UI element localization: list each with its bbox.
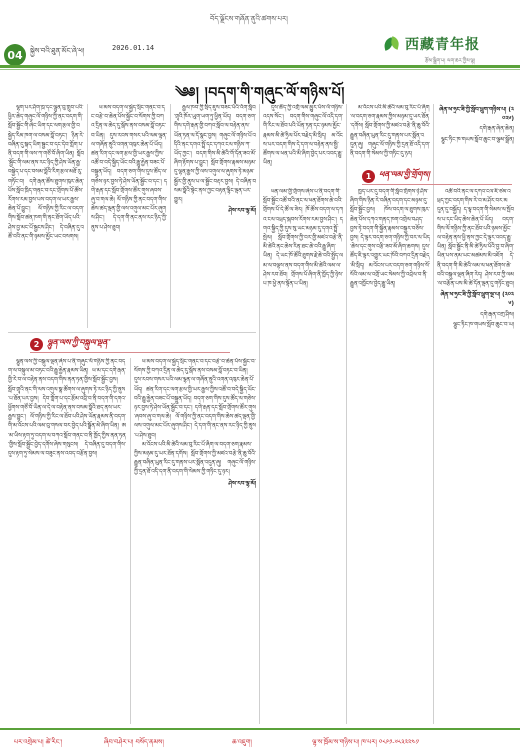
column-text: ཕན་ལམ་གྱི་གྲོགས་ཞེས་པ་ནི་བདག་གི་སློབ་སྦྱོང་འཚོ་བའི་ནང་ལ་ཕན་ཐོགས་ཆེ་བའི་གྲོགས་པོ་དེ་ཚོ་ལ་ཟེར། ཁོ་ཚོས་བདག་ལ་དཀའ་ངལ་འཕྲད་སྐབས་རོགས་རམ་བྱས་ཤིང་། དགའ་སྐྱིད་ཀྱི་དུས་སུ་ཡང་མཉམ་དུ་དགའ་སྤྲོ་སྤེལ། སློབ་གྲོགས་ཀྱི་བར་གྱི་མཛའ་བརྩེ་ནི་མི་ཚེའི་ནང་ཆེས་རིན་ཐང་ཆེ་བའི་རྒྱུ་ཞིག་ཡིན། དེ་ཡང་ཁོ་ཚོའི་ཐུགས་རྗེ་ཆེ་བའི་སྤྱོད་ལམ་ལ་བལྟས་ནས་བདག་གིས་མི་ཚེའི་ལམ་ལ་ཤེས་རབ་ཐོབ། གྲོགས་པོ་ཞིག་ནི་ཁྱོད་ཀྱི་ཉེས་པ་ཁ་ཕྱེ་ནས་སྟོན་པ་ཡིན། <box>263 189 343 288</box>
section-number: 1 <box>362 170 375 183</box>
author-signature: ཤེས་རབ་ལྷ་མོ། <box>228 480 256 487</box>
article-column-4 <box>263 104 343 166</box>
leaf-logo-icon <box>384 36 400 52</box>
newspaper-title-tibetan: བོད་ལྗོངས་གཞོན་ནུའི་ཚགས་པར། <box>210 15 288 23</box>
teacher-credit: དགེ་རྒན་བཀྲ་ཤིས། <box>480 311 514 318</box>
article-column-2 <box>91 104 167 328</box>
page-header <box>0 0 520 72</box>
column-text: ཁྱད་པར་དུ་བདག་གི་སློབ་གྲོགས་ཉེ་ཤོས་ཞིག་གིས་ཉིན་རེ་བཞིན་བདག་དང་མཉམ་དུ་སློབ་སྦྱོང་བྱས། ཁོས་བདག་ལ་ཐུགས་ཁུར་ཆེན་པོས་དཀའ་གནད་ཁག་འགྲེལ་བཤད་བྱས་ཏེ་བདག་གི་སྐྱོན་རྣམས་བསྐྱར་བཅོས་བྱས། དེ་ལྟར་བདག་ཅག་གཉིས་ཀྱི་བར་ལ་ཡིད་ཆེས་དང་གུས་བརྩི་ཟབ་མོ་ཞིག་ཆགས། དུས་ཚོད་ཇི་ལྟར་འགྱུར་ཡང་ཁོའི་བཀའ་དྲིན་བརྗེད་མི་སྲིད། མ་འོངས་པར་བདག་ཅག་གཉིས་སོ་སོའི་ལམ་ལ་འགྲོ་ཡང་སེམས་ཀྱི་འབྲེལ་བ་ནི་རྒྱུན་འཁྱོངས་བྱེད་རྒྱུ་ཡིན། <box>350 189 430 288</box>
column-text: འཚོ་བའི་ནང་ལ་དཀའ་ངལ་ཇི་ཙམ་འཕྲད་ཀྱང་བདག་གིས་རེ་བ་མ་ཤོར་བར་མདུན་དུ་བསྐྱོད། ད་ལྟ་བདག་གི་སེམས་ལ་སྤོབས་པ་དང་ཡིད་ཆེས་ཆེན་པོ་ཡོད། བདག་གིས་ལོ་གཉིས་ཀྱི་ནང་ཐོབ་པའི་ཉམས་མྱོང་ལ་བརྟེན་ནས་ཕྱི་ནས་ཀྱང་དེ་ལྟར་འབད་རྒྱུ་ཡིན། སློབ་སྦྱོང་ནི་མི་ཚེ་ཧྲིལ་པོའི་བྱ་བ་ཞིག་ཡིན་པས་ནམ་ཡང་མཚམས་མི་འཇོག དེ་ནི་བདག་གི་མི་ཚེའི་ལམ་ལ་ཕན་ཐོགས་ཆེ་བའི་བསྐུལ་ལྡན་ཞིག་རེད། ཤེས་རབ་ཀྱི་ལམ་ལ་བརྩོན་པས་མི་ཚེ་དོན་ལྡན་དུ་གཏོང་ཐུབ། <box>437 189 514 288</box>
section-number: 2 <box>30 338 43 351</box>
column-text: མ་འོངས་པའི་མི་ཚེའི་ལམ་བུ་རིང་པོ་ཞིག་ལ་བདག་ཅག་རྣམས་ཀྱིས་མཉམ་དུ་ཡར་ཐོན་དགོས། སློབ་གྲོགས་ཀྱི་མཛའ་བརྩེ་ནི་ཆུ་བོའི་རྒྱུན་བཞིན་ཡུན་རིང་དུ་གནས་པར་སྨོན་འདུན་ཞུ། གཞུང་ལོ་གཉིས་ཀྱི་དྲན་ཐོ་འདི་དག་ནི་བདག་གི་སེམས་ཀྱི་གཏིང་དུ་ཉར། <box>134 441 256 476</box>
school-credit: ལྷུང་ཏིང་ཁ་གཡས་སློབ་ཆུང་བ་ཡ། <box>453 321 514 328</box>
footer-editor: པར་འགྲེམ་པ། ཚེ་རིང་། <box>14 738 63 746</box>
newspaper-logo <box>384 34 480 54</box>
article-column-7 <box>437 188 514 724</box>
column-divider <box>87 104 88 328</box>
column-divider <box>259 104 260 724</box>
school-credit: ལྷུང་ཏིང་ཁ་གཡས་སློབ་ཆུང་བ་ལྕམ་སྒྲོན། <box>440 136 514 143</box>
article-column-9 <box>134 358 256 724</box>
page-footer <box>0 728 520 751</box>
column-divider <box>346 104 347 724</box>
column-divider <box>130 358 131 724</box>
footer-address: ལྷ་ས་ཁྲོམ་ས་གཉིས་པ། ཁ་པར། ༠༨༩༡-༦༨༣༢༢༤༡ <box>312 738 419 746</box>
section-1-header <box>362 168 512 184</box>
column-divider <box>433 104 434 724</box>
issue-date: 2026.01.14 <box>112 44 155 52</box>
author-signature: ཞེན་ཕ་ཧྲང་ཟི་ཀྱི་སློབ་ཕྲུག་ལྔ་པ། (༢༠༢༦) <box>440 292 514 308</box>
author-signature: ཞེན་ཕ་ཧྲང་ཟི་ཀྱི་སློབ་ཕྲུག་གཉིས་པ། (༢༠༢༦) <box>439 107 514 123</box>
article-column-3 <box>174 104 256 328</box>
section-label: སྐྱེས་བའི་ཐུན་མོང་ཞེ་ཕ། <box>30 47 85 55</box>
logo-text: 西藏青年报 <box>405 37 480 53</box>
article-column-signoff <box>437 104 514 166</box>
column-text: མ་འོངས་པའི་མི་ཚེའི་ལམ་བུ་རིང་པོ་ཞིག་ལ་བདག་ཅག་རྣམས་ཀྱིས་མཉམ་དུ་ཡར་ཐོན་དགོས། སློབ་གྲོགས་ཀྱི་མཛའ་བརྩེ་ནི་ཆུ་བོའི་རྒྱུན་བཞིན་ཡུན་རིང་དུ་གནས་པར་སྨོན་འདུན་ཞུ། གཞུང་ལོ་གཉིས་ཀྱི་དྲན་ཐོ་འདི་དག་ནི་བདག་གི་སེམས་ཀྱི་གཏིང་དུ་ཉར། <box>350 105 430 158</box>
header-divider-thin <box>0 69 520 70</box>
column-text: ལྷུན་ལས་ཀྱི་བསྐུལ་ལྡན་ཞེས་པ་ནི་གཞུང་ལོ་གཉིས་ཀྱི་ནང་བདག་ལ་བསྐུལ་མ་བཏང་བའི་རྒྱུ་རྐྱེན་རྣམས་ཡིན། ཕ་མ་དང་དགེ་རྒན་གྱི་རེ་བ་ལ་བརྟེན་ནས་བདག་གིས་ནན་ཏན་གྱིས་སློབ་སྦྱོང་བྱས། སློབ་གྲྭའི་ནང་གི་ལས་འགུལ་སྣ་ཚོགས་ལ་ཞུགས་ཏེ་རང་ཉིད་ཀྱི་ནུས་པ་ཐོན་པར་བྱས། དེབ་ཀློག་པ་དང་རྩོམ་འབྲི་བ་ནི་བདག་གི་དགའ་ཕྱོགས་གཙོ་བོ་ཡིན་ལ་དེ་ལ་བརྟེན་ནས་བསམ་བློའི་ཐད་ནས་ཡར་རྒྱས་བྱུང་། ལོ་གཉིས་ཀྱི་རིང་ལ་ཐོབ་པའི་ཤེས་ཡོན་རྣམས་ནི་བདག་གི་མ་འོངས་པའི་ལམ་བུ་གསལ་བར་བྱེད་པའི་སྒྲོན་མེ་ཞིག་ཡིན། ཨ་མ་ཡིས་རྟག་ཏུ་བདག་ལ་བཀའ་སློབ་གནང་བ་ནི་ཁྱོད་ཀྱིས་ནན་ཏན་གྱིས་སློབ་སྦྱོང་བྱེད་དགོས་ཞེས་གསུངས། དེ་བཞིན་དུ་བདག་གིས་དུས་རྟག་ཏུ་སེམས་ལ་བཟུང་ནས་འབད་བརྩོན་བྱས། <box>8 359 126 458</box>
header-divider <box>0 65 520 68</box>
column-text: དུས་ཚོད་ཀྱི་འགྲོ་ལམ་མྱུར་པོས་ལོ་གཉིས་འདས་སོང་། བདག་གིས་གཞུང་ལོ་འདི་དག་གི་རིང་ལ་ཐོབ་པའི་ཡོན་ཏན་དང་ཉམས་མྱོང་རྣམས་མི་ཚེ་ཧྲིལ་པོར་བརྗེད་མི་སྲིད། མ་འོངས་པར་བདག་གིས་དེ་དག་ལ་བརྟེན་ནས་སྤྱི་ཚོགས་ལ་ཕན་པའི་མི་ཞིག་བྱེད་པར་འབད་རྒྱུ་ཡིན། <box>263 105 343 166</box>
section-title: ལྷུན་ལས་ཀྱི་བསྐུལ་ལྡན་ <box>47 336 110 347</box>
section-title: ཕན་ལམ་གྱི་གྲོགས། <box>379 168 430 179</box>
main-title: ༄༅། །བདག་གི་གཞུང་ལོ་གཉིས་པོ། <box>175 85 345 101</box>
footer-proofreader: ཞིབ་བཤེར་པ། བསོད་ནམས། <box>104 738 164 746</box>
page-number-badge: 04 <box>4 44 26 66</box>
article-column-6 <box>350 188 430 724</box>
footer-design: ཆ་འཇུག། <box>232 738 252 746</box>
footer-divider <box>0 728 520 730</box>
author-signature: ཤེས་རབ་ལྷ་མོ། <box>228 208 256 215</box>
article-column-5 <box>263 188 343 724</box>
logo-subtitle: རྩོམ་སྒྲིག་པ། ལག་ཆར་ཀྱིས་ལྟ། <box>424 58 475 64</box>
column-text: ལྷག་པར་ཤོག་ཁྲ་དང་ལྷུན་བུ་གྲུབ་པའི་ཕྱིར་ཆེད་གཞུང་ལོ་གཉིས་ཀྱི་ནང་བདག་གི་སློབ་སྦྱོང་གི་ཞེང་ཡིག་དང་ལག་རྩལ་གྱི་བསྐྱེད་རིམ་ཁག་ལ་བསམ་བློ་བཏང་། ཉིན་རེ་བཞིན་དུ་སྐད་ཡིག་སྦྱང་བ་དང་དེབ་ཀློག་པ་ནི་བདག་གི་ལས་ཀ་གཙོ་བོ་ཞིག་ཡིན། སློབ་སྦྱོང་གི་ལམ་ནས་རང་ཉིད་ཀྱི་ཤེས་ཡོན་རྒྱ་བསྐྱེད་པ་དང་བསམ་བློའི་རིག་རྩལ་མཐོ་རུ་གཏོང་བ། དགེ་རྒན་ཚོས་ཐུགས་ཁུར་ཆེན་པོས་སློབ་ཁྲིད་གནང་བ་དང་གྲོགས་པོ་ཚོས་རོགས་རམ་བྱས་པས་བདག་ལ་ཡར་རྒྱས་ཆེན་པོ་བྱུང་། ལོ་གཉིས་ཀྱི་རིང་ལ་བདག་གིས་སློབ་ཚན་ཁག་གི་ནང་ཐོག་ཡོད་པའི་ཤེས་བྱ་མང་པོ་སྦྱངས་ཤིང་། དེ་བཞིན་དུ་འཚོ་བའི་ནང་གི་ཉམས་མྱོང་ཡང་བསགས། <box>8 105 84 240</box>
article-column-1 <box>8 104 84 328</box>
teacher-credit: དགེ་རྒན་ཞེན་ཆེན། <box>479 126 514 133</box>
section-divider <box>8 332 256 333</box>
column-text: ཕ་མས་བདག་ལ་སྐྱེད་སྲིང་གནང་བ་དང་བརྩེ་བ་ཆེན་པོས་སྐྱོང་བ་སོགས་ཀྱི་བཀའ་དྲིན་ལ་ཆེད་དུ་སྒོས་ནས་བསམ་བློ་བཏང་བ་ཡིན། དུས་རབས་གསར་པའི་ལམ་ལྷན་ལ་གཞོན་ནུའི་འགན་འཁུར་ཆེན་པོ་ཡོད། ཚན་རིག་དང་ལག་རྩལ་གྱི་ཡར་རྒྱས་ཀྱིས་འཚོ་བ་བདེ་སྐྱིད་ཡོང་བའི་རྒྱུ་རྐྱེན་བཟང་པོ་བསྐྲུན་ཡོད། བདག་ཅག་གིས་དུས་ཚོད་ལ་གཅེས་ཉར་བྱས་ཏེ་ཤེས་ཡོན་སྦྱོང་བ་དང་། དགེ་རྒན་དང་སློབ་གྲོགས་ཚོར་གུས་ཞབས་ཞུ་བ་གལ་ཆེ། ལོ་གཉིས་ཀྱི་ནང་བདག་གིས་ཆེས་ཚད་ལྡན་གྱི་ལས་འགུལ་མང་པོར་ཞུགས་ཤིང་། དེ་དག་གི་ནང་ནས་རང་ཉིད་ཀྱི་ནུས་པ་ཤེས་ཐུབ། <box>91 105 167 231</box>
section-2-header <box>30 336 230 352</box>
column-text: ཕ་མས་བདག་ལ་སྐྱེད་སྲིང་གནང་བ་དང་བརྩེ་བ་ཆེན་པོས་སྐྱོང་བ་སོགས་ཀྱི་བཀའ་དྲིན་ལ་ཆེད་དུ་སྒོས་ནས་བསམ་བློ་བཏང་བ་ཡིན། དུས་རབས་གསར་པའི་ལམ་ལྷན་ལ་གཞོན་ནུའི་འགན་འཁུར་ཆེན་པོ་ཡོད། ཚན་རིག་དང་ལག་རྩལ་གྱི་ཡར་རྒྱས་ཀྱིས་འཚོ་བ་བདེ་སྐྱིད་ཡོང་བའི་རྒྱུ་རྐྱེན་བཟང་པོ་བསྐྲུན་ཡོད། བདག་ཅག་གིས་དུས་ཚོད་ལ་གཅེས་ཉར་བྱས་ཏེ་ཤེས་ཡོན་སྦྱོང་བ་དང་། དགེ་རྒན་དང་སློབ་གྲོགས་ཚོར་གུས་ཞབས་ཞུ་བ་གལ་ཆེ། ལོ་གཉིས་ཀྱི་ནང་བདག་གིས་ཆེས་ཚད་ལྡན་གྱི་ལས་འགུལ་མང་པོར་ཞུགས་ཤིང་། དེ་དག་གི་ནང་ནས་རང་ཉིད་ཀྱི་ནུས་པ་ཤེས་ཐུབ། <box>134 359 256 439</box>
article-column-4-cont <box>350 104 430 162</box>
article-column-8 <box>8 358 126 724</box>
column-divider <box>170 104 171 328</box>
column-text: རྒྱལ་ཁབ་ཀྱི་སྲིད་ཇུས་བཟང་པོའི་འོག་སློབ་གྲྭའི་ཁོར་ཡུག་ཡག་ཏུ་ཕྱིན་ཡོད། བདག་ཅག་གིས་དགེ་རྒན་གྱི་བཀའ་སློབ་ལ་བརྟེན་ནས་ཡོན་ཏན་ལ་དོ་སྣང་བྱས། གཞུང་ལོ་གཉིས་པོ་འདིའི་ནང་དགའ་སྤྲོ་དང་དཀའ་ངལ་གཉིས་ཀ་ཡོད་ཀྱང་། བདག་གིས་མི་ཚེའི་གོ་དོན་ཟབ་མོ་ཞིག་རྟོགས་པ་བྱུང་། སློབ་གྲོགས་རྣམས་མཉམ་དུ་ལྷན་རྒྱས་ཀྱི་ལས་འགུལ་ལ་ཞུགས་ཏེ་མཉམ་སྦྱོར་གྱི་ནུས་པ་ལ་སྦྱོང་བརྡར་བྱས། དེ་བཞིན་བསམ་བློའི་སྟེང་ནས་ཀྱང་བརྟན་ལྷིང་ལྡན་པར་གྱུར། <box>174 105 256 204</box>
